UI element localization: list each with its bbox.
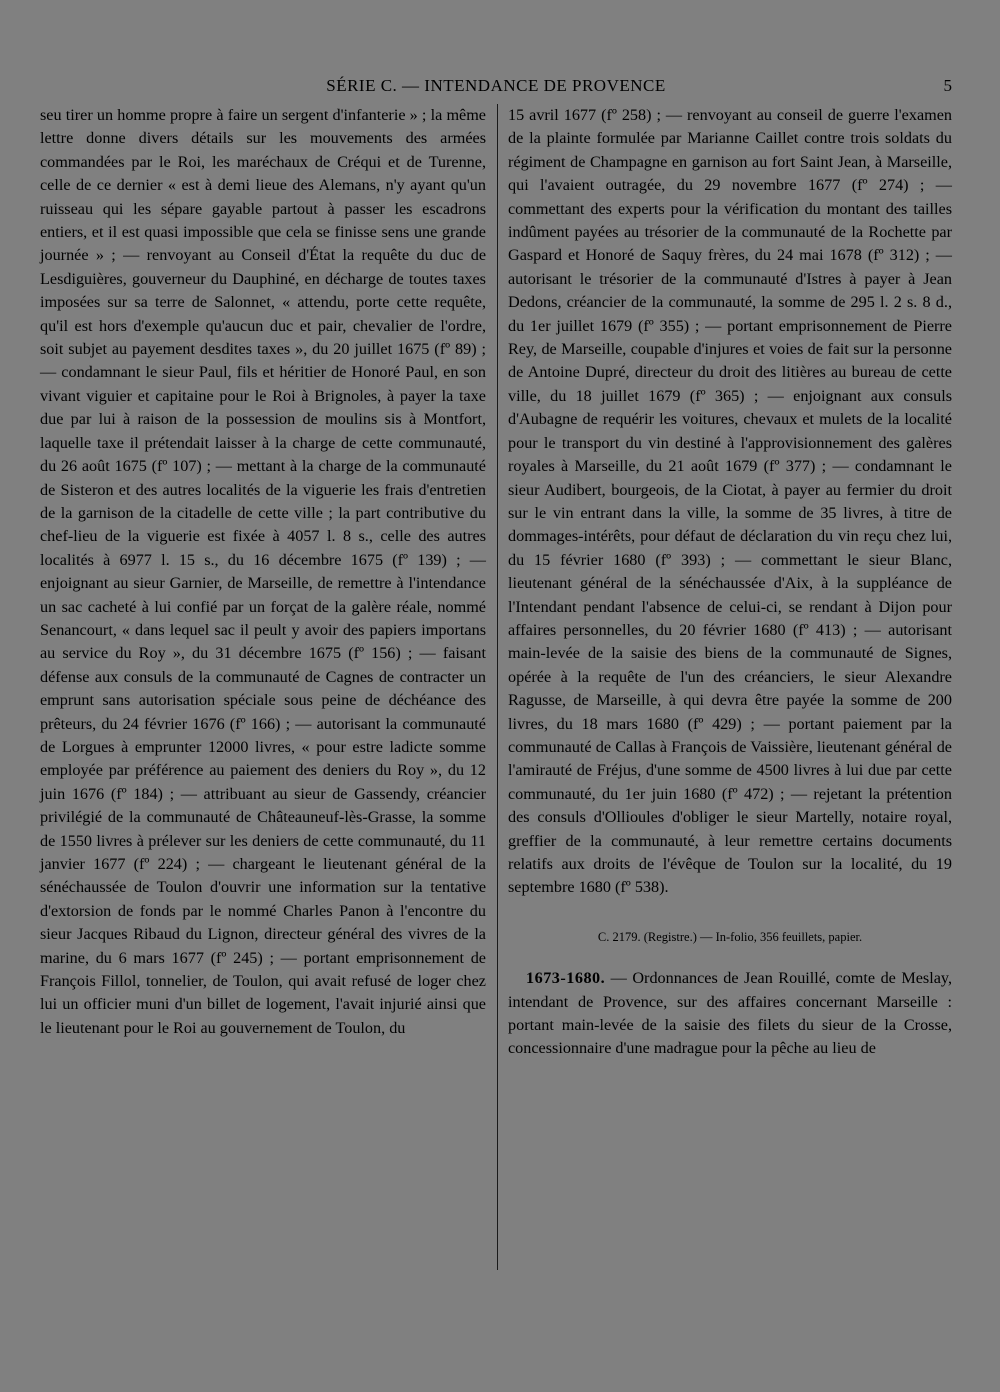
entry-date: 1673-1680. (526, 969, 606, 988)
right-column-text: 15 avril 1677 (fº 258) ; — renvoyant au conseil de guerre l'examen de la plainte formulée par Marianne Caillet contre trois soldats du régiment de Champagne en garnison au fort Saint Jean, à Marseille, qui l'avaient outragée, du 29 novembre 1677 (fº 274) ; — commettant des experts pour la vérification du montant des tailles indûment payées au trésorier de la communauté de la Rochette par Gaspard et Honoré de Saquy frères, du 24 mai 1678 (fº 312) ; — autorisant le trésorier de la communauté d'Istres à payer à Jean Dedons, créancier de la communauté, la somme de 295 l. 2 s. 8 d., du 1er juillet 1679 (fº 355) ; — portant emprisonnement de Pierre Rey, de Marseille, coupable d'injures et voies de fait sur la personne de Antoine Dupré, directeur du droit des litières au bureau de cette ville, du 18 juillet 1679 (fº 365) ; — enjoignant aux consuls d'Aubagne de requérir les voitures, chevaux et mulets de la localité pour le transport du vin destiné à l'approvisionnement des galères royales à Marseille, du 21 août 1679 (fº 377) ; — condamnant le sieur Audibert, bourgeois, de la Ciotat, à payer au fermier du droit sur le vin entrant dans la ville, la somme de 35 livres, à titre de dommages-intérêts, pour défaut de déclaration du vin reçu chez lui, du 15 février 1680 (fº 393) ; — commettant le sieur Blanc, lieutenant général de la sénéchaussée d'Aix, à la suppléance de l'Intendant pendant l'absence de celui-ci, se rendant à Dijon pour affaires personnelles, du 20 février 1680 (fº 413) ; — autorisant main-levée de la saisie des biens de la communauté de Signes, opérée à la requête de l'un des créanciers, le sieur Alexandre Ragusse, de Marseille, à qui devra être payée la somme de 200 livres, du 18 mars 1680 (fº 429) ; — portant paiement par la communauté de Callas à François de Vaissière, lieutenant général de l'amirauté de Fréjus, d'une somme de 4500 livres à lui due par cette communauté, du 1er juin 1680 (fº 472) ; — rejetant la prétention des consuls d'Ollioules d'obliger le sieur Martelly, notaire royal, greffier de la communauté, à leur remettre certains documents relatifs aux droits de l'évêque de Toulon sur la localité, du 19 septembre 1680 (fº 538). (508, 106, 952, 897)
entry-text: — Ordonnances de Jean Rouillé, comte de Meslay, intendant de Provence, sur des affaires concernant Marseille : portant main-levée de la saisie des filets du sieur de la Crosse, concessionnaire d'une madrague pour la pêche au lieu de (508, 969, 952, 1058)
register-notice: C. 2179. (Registre.) — In-folio, 356 feuillets, papier. (597, 929, 863, 944)
page-number: 5 (943, 76, 952, 95)
page-header (40, 74, 952, 100)
column-divider (497, 104, 498, 1270)
running-title: SÉRIE C. — INTENDANCE DE PROVENCE (326, 76, 666, 95)
left-column-text: seu tirer un homme propre à faire un sergent d'infanterie » ; la même lettre donne divers détails sur les mouvements des armées commandées par le Roi, les maréchaux de Créqui et de Turenne, celle de ce dernier « est à demi lieue des Alemans, n'y ayant qu'un ruisseau qui les sépare gayable partout à passer les escadrons entiers, et il est quasi impossible que cela se finisse sens une grande journée » ; — renvoyant au Conseil d'État la requête du duc de Lesdiguières, gouverneur du Dauphiné, en décharge de toutes taxes imposées sur sa terre de Salonnet, « attendu, porte cette requête, qu'il est hors d'exemple qu'aucun duc et pair, chevalier de l'ordre, soit subjet au payement desdites taxes », du 20 juillet 1675 (fº 89) ; — condamnant le sieur Paul, fils et héritier de Honoré Paul, en son vivant viguier et capitaine pour le Roi à Brignoles, à payer la taxe due par lui à raison de la possession de moulins sis à Montfort, laquelle taxe il prétendait laisser à la charge de cette communauté, du 26 août 1675 (fº 107) ; — mettant à la charge de la communauté de Sisteron et des autres localités de la viguerie les frais d'entretien de la garnison de la citadelle de cette ville ; la part contributive du chef-lieu de la viguerie est fixée à 4057 l. 8 s., celle des autres localités à 6977 l. 15 s., du 16 décembre 1675 (fº 139) ; — enjoignant au sieur Garnier, de Marseille, de remettre à l'intendance un sac cacheté à lui confié par un forçat de la galère réale, nommé Senancourt, « dans lequel sac il peult y avoir des papiers importans au service du Roy », du 31 décembre 1675 (fº 156) ; — faisant défense aux consuls de la communauté de Cagnes de contracter un emprunt sans autorisation spéciale sous peine de déchéance des prêteurs, du 24 février 1676 (fº 166) ; — autorisant la communauté de Lorgues à emprunter 12000 livres, « pour estre ladicte somme employée par préférence au paiement des deniers du Roy », du 12 juin 1676 (fº 184) ; — attribuant au sieur de Gassendy, créancier privilégié de la communauté de Châteauneuf-lès-Grasse, la somme de 1550 livres à prélever sur les deniers de cette communauté, du 11 janvier 1677 (fº 224) ; — chargeant le lieutenant général de la sénéchaussée de Toulon d'ouvrir une information sur la tentative d'extorsion de fonds par le nommé Charles Panon à l'encontre du sieur Jacques Ribaud du Lignon, directeur général des vivres de la marine, du 6 mars 1677 (fº 245) ; — portant emprisonnement de François Fillol, tonnelier, de Toulon, qui avait refusé de loger chez lui un officier muni d'un billet de logement, l'avait injurié ainsi que le lieutenant pour le Roi au gouvernement de Toulon, du (40, 106, 486, 1037)
entry-paragraph (508, 967, 952, 1061)
right-column (508, 104, 952, 1061)
left-column (40, 104, 486, 1040)
